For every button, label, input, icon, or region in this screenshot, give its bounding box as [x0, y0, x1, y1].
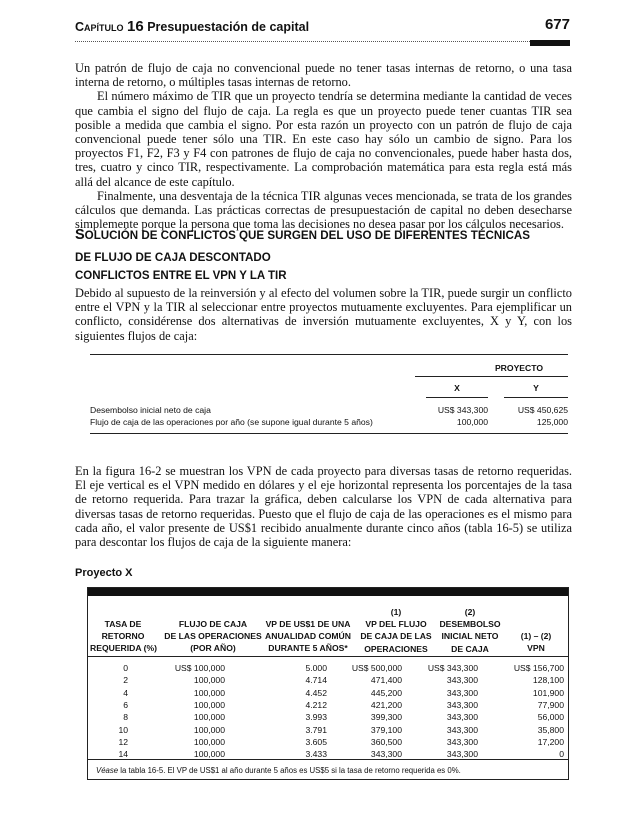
- cell-vpn: 0: [559, 749, 564, 760]
- row-label: Desembolso inicial neto de caja: [90, 405, 211, 415]
- chapter-number: 16: [127, 18, 144, 35]
- header-rule: [75, 41, 570, 42]
- cell-vp: 4.212: [305, 699, 327, 710]
- header-line: FLUJO DE CAJA: [178, 619, 248, 629]
- row-value-x: US$ 343,300: [437, 405, 488, 415]
- section-title-line-1: [75, 224, 572, 247]
- row-label: Flujo de caja de las operaciones por año (se supone igual durante 5 años): [90, 417, 373, 427]
- cell-desembolso: 343,300: [446, 724, 478, 735]
- chapter-heading: [75, 18, 309, 35]
- subheading: CONFLICTOS ENTRE EL VPN Y LA TIR: [75, 270, 287, 282]
- cell-flujo: US$ 100,000: [174, 663, 225, 673]
- cell-flujo: 100,000: [193, 699, 225, 710]
- header-line: (POR AÑO): [190, 643, 236, 654]
- cell-vpflujo: 445,200: [370, 687, 402, 698]
- cell-vpflujo: 471,400: [370, 675, 402, 686]
- cell-vpn: 35,800: [537, 724, 564, 735]
- chapter-word: Capítulo: [75, 20, 124, 34]
- footer-rule: [88, 759, 568, 760]
- cell-tasa: 4: [123, 687, 128, 698]
- col-header-x: X: [454, 383, 460, 393]
- cell-vp: 4.452: [305, 687, 327, 698]
- project-x-label: Proyecto X: [75, 567, 133, 579]
- cell-tasa: 0: [123, 663, 128, 673]
- page-header: [75, 16, 570, 38]
- paragraph-2-text: En la figura 16-2 se muestran los VPN de cada proyecto para diversas tasas de retorno requeridas. El eje vertical es el VPN medido en dólares y el eje horizontal representa los porcentajes de la tasa de retorno requerida. Para trazar la gráfica, deben calcularse los VPN de cada alternativa para diversas tasas de retorno requeridas. Puesto que el flujo de caja de las operaciones es el mismo para cada año, el valor presente de US$1 recibido anualmente durante cinco años (tabla 16-5) se utiliza para descontar los flujos de caja de la siguiente manera:: [75, 464, 572, 550]
- footnote-italic: Véase: [96, 766, 119, 775]
- row-value-y: 125,000: [536, 417, 568, 427]
- cell-vpflujo: 360,500: [370, 736, 402, 747]
- cell-vp: 3.993: [305, 712, 327, 723]
- projects-table: [90, 354, 568, 436]
- header-line: VPN: [527, 643, 545, 654]
- cell-desembolso: 343,300: [446, 687, 478, 698]
- cell-flujo: 100,000: [193, 712, 225, 723]
- intro-paragraph-2: El número máximo de TIR que un proyecto tendría se determina mediante la cantidad de veces que cambia el signo del flujo de caja. La regla es que un proyecto puede tener cuantas TIR sea posible a medida que cambia el signo. Por esta razón un proyecto con un patrón de flujo de caja convencional puede tener sólo una TIR. En este caso hay sólo un cambio de signo. Para los proyectos F1, F2, F3 y F4 con patrones de flujo de caja no convencionales, puede haber hasta dos, tres, cuatro y cinco TIR, respectivamente. La comprobación matemática para esta regla está más allá del alcance de este capítulo.: [75, 89, 572, 189]
- header-line: ANUALIDAD COMÚN: [265, 631, 351, 642]
- header-bar: [530, 40, 570, 46]
- header-line: REQUERIDA (%): [90, 643, 157, 654]
- cell-vpn: 101,900: [532, 687, 564, 698]
- header-flujo: [163, 618, 263, 655]
- chapter-title: Presupuestación de capital: [147, 20, 310, 34]
- footnote-text: la tabla 16-5. El VP de US$1 al año durante 5 años es US$5 si la tasa de retorno requerida es 0%.: [118, 766, 461, 775]
- header-line: (2): [464, 607, 476, 617]
- header-line: OPERACIONES: [364, 643, 428, 654]
- header-line: DE CAJA DE LAS: [360, 631, 432, 642]
- cell-tasa: 14: [118, 749, 128, 760]
- cell-vp: 4.714: [305, 675, 327, 686]
- cell-desembolso: 343,300: [446, 712, 478, 723]
- cell-vpn: 17,200: [537, 736, 564, 747]
- cell-vp: 3.605: [305, 736, 327, 747]
- header-line: VP DE US$1 DE UNA: [265, 619, 351, 629]
- cell-vpflujo: 379,100: [370, 724, 402, 735]
- header-line: DE LAS OPERACIONES: [164, 631, 262, 642]
- header-rule: [88, 656, 568, 657]
- row-value-y: US$ 450,625: [517, 405, 568, 415]
- header-line: VP DEL FLUJO: [365, 619, 427, 630]
- cell-vpflujo: 399,300: [370, 712, 402, 723]
- table-rule: [90, 433, 568, 434]
- section-paragraph: [75, 286, 572, 343]
- cell-tasa: 8: [123, 712, 128, 723]
- header-line: INICIAL NETO: [441, 631, 499, 642]
- cell-desembolso: 343,300: [446, 736, 478, 747]
- cell-tasa: 12: [118, 736, 128, 747]
- intro-paragraph-1: Un patrón de flujo de caja no convencional puede no tener tasas internas de retorno, o una tasa interna de retorno, o múltiples tasas internas de retorno.: [75, 61, 572, 90]
- table-top-bar: [88, 588, 568, 596]
- header-line: (1) – (2): [520, 631, 552, 641]
- cell-tasa: 6: [123, 699, 128, 710]
- cell-desembolso: 343,300: [446, 699, 478, 710]
- header-tasa: [90, 618, 156, 655]
- cell-flujo: 100,000: [193, 724, 225, 735]
- cell-vpflujo: 421,200: [370, 699, 402, 710]
- cell-vpn: 56,000: [537, 712, 564, 723]
- npv-table: [87, 587, 569, 780]
- row-value-x: 100,000: [456, 417, 488, 427]
- group-header: PROYECTO: [494, 363, 544, 373]
- header-vpn: [506, 630, 566, 654]
- cell-vp: 3.433: [305, 749, 327, 760]
- header-desembolso: [430, 606, 510, 655]
- intro-paragraph-3: Finalmente, una desventaja de la técnica TIR algunas veces mencionada, se trata de los grandes cálculos que demanda. Las prácticas correctas de presupuestación de capital no deben desecharse simplemente porque la persona que toma las decisiones no desea pasar por los cálculos necesarios.: [75, 188, 572, 232]
- col-rule-y: [504, 397, 568, 398]
- cell-flujo: 100,000: [193, 675, 225, 686]
- section-paragraph-text: Debido al supuesto de la reinversión y al efecto del volumen sobre la TIR, puede surgir un conflicto entre el VPN y la TIR al seleccionar entre proyectos mutuamente excluyentes. Para ejemplificar un conflicto, considérense dos alternativas de inversión mutuamente excluyentes, X y Y, con los siguientes flujos de caja:: [75, 286, 572, 343]
- cell-vpn: US$ 156,700: [513, 663, 564, 673]
- cell-vp: 5.000: [305, 663, 327, 673]
- cell-desembolso: 343,300: [446, 749, 478, 760]
- cell-vpflujo: 343,300: [370, 749, 402, 760]
- cell-vp: 3.791: [305, 724, 327, 735]
- header-line: RETORNO: [101, 631, 145, 642]
- cell-flujo: 100,000: [193, 687, 225, 698]
- section-title: [75, 224, 572, 269]
- cell-vpn: 77,900: [537, 699, 564, 710]
- cell-tasa: 10: [118, 724, 128, 735]
- cell-tasa: 2: [123, 675, 128, 686]
- cell-vpflujo: US$ 500,000: [351, 663, 402, 673]
- col-rule-x: [426, 397, 488, 398]
- header-line: DESEMBOLSO: [439, 619, 501, 630]
- cell-flujo: 100,000: [193, 749, 225, 760]
- cell-desembolso: 343,300: [446, 675, 478, 686]
- col-header-y: Y: [533, 383, 539, 393]
- page-number: 677: [544, 16, 570, 33]
- header-line: DURANTE 5 AÑOS*: [268, 643, 348, 654]
- group-rule: [415, 376, 568, 377]
- cell-desembolso: US$ 343,300: [427, 663, 478, 673]
- table-rule: [90, 354, 568, 355]
- cell-flujo: 100,000: [193, 736, 225, 747]
- header-line: TASA DE: [104, 619, 142, 629]
- section-title-line-2: DE FLUJO DE CAJA DESCONTADO: [75, 251, 271, 264]
- section-title-initial: S: [75, 227, 85, 243]
- header-line: DE CAJA: [451, 643, 489, 654]
- section-title-rest: OLUCIÓN DE CONFLICTOS QUE SURGEN DEL USO DE DIFERENTES TÉCNICAS: [84, 229, 530, 242]
- intro-text: [75, 61, 572, 231]
- header-vp: [261, 618, 355, 655]
- header-line: (1): [390, 607, 402, 617]
- paragraph-2: [75, 464, 572, 549]
- header-vp-flujo: [354, 606, 438, 655]
- cell-vpn: 128,100: [532, 675, 564, 686]
- table-footnote: [96, 766, 461, 775]
